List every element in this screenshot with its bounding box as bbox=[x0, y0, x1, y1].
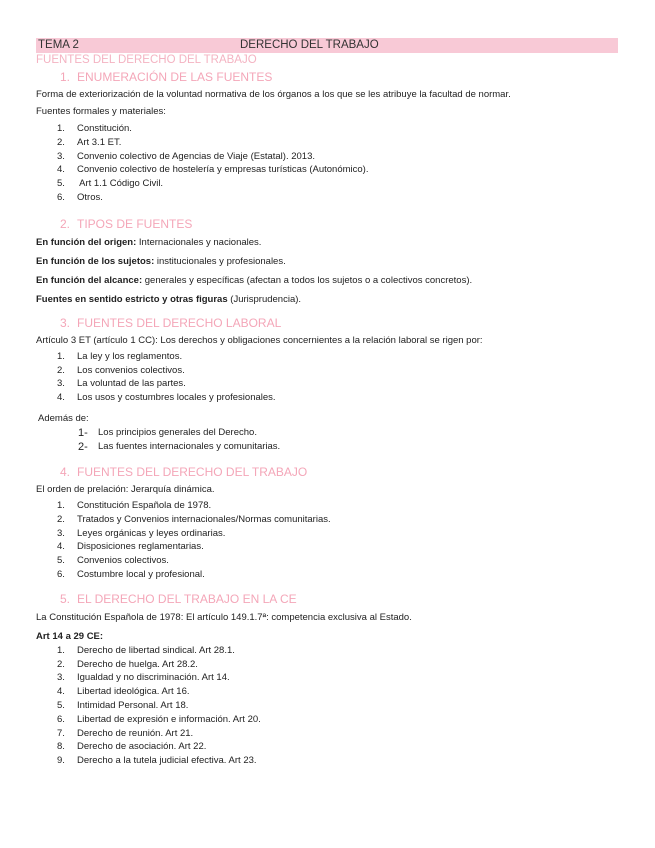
list-item bbox=[36, 554, 618, 568]
section-title: ENUMERACIÓN DE LAS FUENTES bbox=[77, 70, 273, 84]
list-item bbox=[36, 499, 618, 513]
list-number: 3. bbox=[57, 378, 65, 390]
list-number: 2. bbox=[57, 364, 65, 376]
list-item bbox=[36, 727, 618, 741]
list-number: 3. bbox=[57, 527, 65, 539]
paragraph: Forma de exteriorización de la voluntad normativa de los órganos a los que se les atribuye la facultad de normar. bbox=[36, 89, 511, 100]
list-item bbox=[36, 685, 618, 699]
paragraph bbox=[36, 256, 618, 268]
section-number: 3. bbox=[60, 315, 71, 330]
section-heading-3 bbox=[36, 316, 618, 330]
list-text: Constitución Española de 1978. bbox=[77, 499, 212, 511]
list-number: 5. bbox=[57, 699, 65, 711]
bold-label: Fuentes en sentido estricto y otras figuras bbox=[36, 293, 228, 305]
paragraph: La Constitución Española de 1978: El artículo 149.1.7ª: competencia exclusiva al Estado. bbox=[36, 611, 412, 623]
list-number: 4. bbox=[57, 686, 65, 698]
paragraph bbox=[36, 275, 618, 287]
list-number: 3. bbox=[57, 150, 65, 162]
list-number: 1. bbox=[57, 499, 65, 511]
list-number: 2. bbox=[57, 658, 65, 670]
section-heading-4 bbox=[36, 465, 618, 479]
section-title: EL DERECHO DEL TRABAJO EN LA CE bbox=[77, 591, 297, 606]
list-number: 2- bbox=[78, 440, 88, 453]
paragraph-text: institucionales y profesionales. bbox=[154, 255, 286, 267]
list-text: La voluntad de las partes. bbox=[77, 378, 186, 390]
list-text: Derecho de huelga. Art 28.2. bbox=[77, 658, 198, 670]
list-item bbox=[36, 191, 618, 205]
paragraph-text: Internacionales y nacionales. bbox=[136, 236, 262, 248]
list-number: 1- bbox=[78, 426, 88, 439]
numbered-list bbox=[36, 350, 618, 405]
list-number: 5. bbox=[57, 178, 65, 190]
list-item bbox=[36, 713, 618, 727]
list-number: 1. bbox=[57, 350, 65, 362]
list-number: 1. bbox=[57, 644, 65, 656]
list-number: 2. bbox=[57, 136, 65, 148]
list-item bbox=[36, 426, 618, 440]
list-text: Los convenios colectivos. bbox=[77, 364, 185, 376]
list-item bbox=[36, 350, 618, 364]
list-item bbox=[36, 377, 618, 391]
paragraph: Además de: bbox=[38, 412, 89, 424]
list-text: Art 3.1 ET. bbox=[77, 136, 122, 148]
paragraph-text: (Jurisprudencia). bbox=[227, 293, 302, 305]
list-text: Convenio colectivo de Agencias de Viaje (Estatal). 2013. bbox=[77, 150, 316, 162]
list-text: Intimidad Personal. Art 18. bbox=[77, 699, 189, 711]
list-number: 1. bbox=[57, 123, 65, 134]
paragraph bbox=[36, 237, 618, 249]
document-title: FUENTES DEL DERECHO DEL TRABAJO bbox=[36, 54, 257, 66]
list-item bbox=[36, 644, 618, 658]
page-header bbox=[36, 38, 618, 53]
list-text: Otros. bbox=[77, 191, 103, 203]
header-topic: TEMA 2 bbox=[38, 39, 79, 51]
list-item bbox=[36, 122, 618, 136]
list-number: 6. bbox=[57, 191, 65, 203]
list-text: Constitución. bbox=[77, 123, 132, 134]
list-number: 2. bbox=[57, 513, 65, 525]
document-page bbox=[36, 38, 618, 768]
list-text: Disposiciones reglamentarias. bbox=[77, 541, 204, 553]
numbered-list bbox=[36, 122, 618, 205]
bold-label: En función de los sujetos: bbox=[36, 255, 155, 267]
list-text: Igualdad y no discriminación. Art 14. bbox=[77, 672, 230, 684]
list-text: Convenios colectivos. bbox=[77, 555, 169, 567]
list-text: Leyes orgánicas y leyes ordinarias. bbox=[77, 527, 226, 539]
list-text: Los principios generales del Derecho. bbox=[98, 426, 257, 438]
list-item bbox=[36, 391, 618, 405]
section-heading-2 bbox=[36, 217, 618, 231]
list-item bbox=[36, 163, 618, 177]
list-item bbox=[36, 699, 618, 713]
section-heading-5 bbox=[36, 592, 618, 606]
paragraph: Fuentes formales y materiales: bbox=[36, 106, 166, 117]
section-title: FUENTES DEL DERECHO LABORAL bbox=[77, 315, 282, 330]
list-number: 5. bbox=[57, 555, 65, 567]
list-item bbox=[36, 754, 618, 768]
list-item bbox=[36, 177, 618, 191]
section-number: 4. bbox=[60, 464, 71, 479]
list-item bbox=[36, 540, 618, 554]
paragraph bbox=[36, 294, 618, 306]
paragraph: El orden de prelación: Jerarquía dinámica. bbox=[36, 483, 215, 495]
list-item bbox=[36, 740, 618, 754]
list-number: 3. bbox=[57, 672, 65, 684]
section-number: 2. bbox=[60, 216, 71, 231]
list-item bbox=[36, 364, 618, 378]
list-text: Derecho a la tutela judicial efectiva. Art 23. bbox=[77, 755, 257, 767]
list-text: Derecho de asociación. Art 22. bbox=[77, 741, 207, 753]
section-title: FUENTES DEL DERECHO DEL TRABAJO bbox=[77, 464, 308, 479]
paragraph: Artículo 3 ET (artículo 1 CC): Los derechos y obligaciones concernientes a la relación laboral se rigen por: bbox=[36, 334, 483, 346]
list-text: Derecho de reunión. Art 21. bbox=[77, 727, 194, 739]
list-item bbox=[36, 658, 618, 672]
list-text: Los usos y costumbres locales y profesionales. bbox=[77, 392, 276, 404]
list-item bbox=[36, 671, 618, 685]
list-number: 6. bbox=[57, 568, 65, 580]
list-item bbox=[36, 440, 618, 454]
list-text: Libertad ideológica. Art 16. bbox=[77, 686, 190, 698]
numbered-list bbox=[36, 499, 618, 582]
list-number: 4. bbox=[57, 392, 65, 404]
list-text: Las fuentes internacionales y comunitarias. bbox=[98, 440, 281, 452]
list-number: 4. bbox=[57, 541, 65, 553]
list-text: Art 1.1 Código Civil. bbox=[77, 178, 164, 190]
list-number: 8. bbox=[57, 741, 65, 753]
list-text: Convenio colectivo de hostelería y empresas turísticas (Autonómico). bbox=[77, 164, 369, 176]
list-item bbox=[36, 568, 618, 582]
bold-label: En función del origen: bbox=[36, 236, 137, 248]
numbered-list bbox=[36, 644, 618, 768]
list-item bbox=[36, 513, 618, 527]
list-text: La ley y los reglamentos. bbox=[77, 350, 183, 362]
list-number: 4. bbox=[57, 164, 65, 176]
section-heading-1 bbox=[36, 70, 618, 84]
list-item bbox=[36, 136, 618, 150]
section-number: 1. bbox=[60, 70, 71, 84]
header-subject: DERECHO DEL TRABAJO bbox=[240, 39, 379, 51]
list-item bbox=[36, 150, 618, 164]
list-number: 7. bbox=[57, 727, 65, 739]
list-text: Costumbre local y profesional. bbox=[77, 568, 205, 580]
list-number: 9. bbox=[57, 755, 65, 767]
paragraph-bold: Art 14 a 29 CE: bbox=[36, 630, 104, 642]
paragraph-text: generales y específicas (afectan a todos los sujetos o a colectivos concretos). bbox=[142, 274, 473, 286]
list-item bbox=[36, 527, 618, 541]
list-number: 6. bbox=[57, 713, 65, 725]
list-text: Libertad de expresión e información. Art 20. bbox=[77, 713, 261, 725]
list-text: Derecho de libertad sindical. Art 28.1. bbox=[77, 644, 235, 656]
bold-label: En función del alcance: bbox=[36, 274, 143, 286]
list-text: Tratados y Convenios internacionales/Normas comunitarias. bbox=[77, 513, 331, 525]
section-title: TIPOS DE FUENTES bbox=[77, 216, 193, 231]
section-number: 5. bbox=[60, 591, 71, 606]
dash-list bbox=[36, 426, 618, 454]
